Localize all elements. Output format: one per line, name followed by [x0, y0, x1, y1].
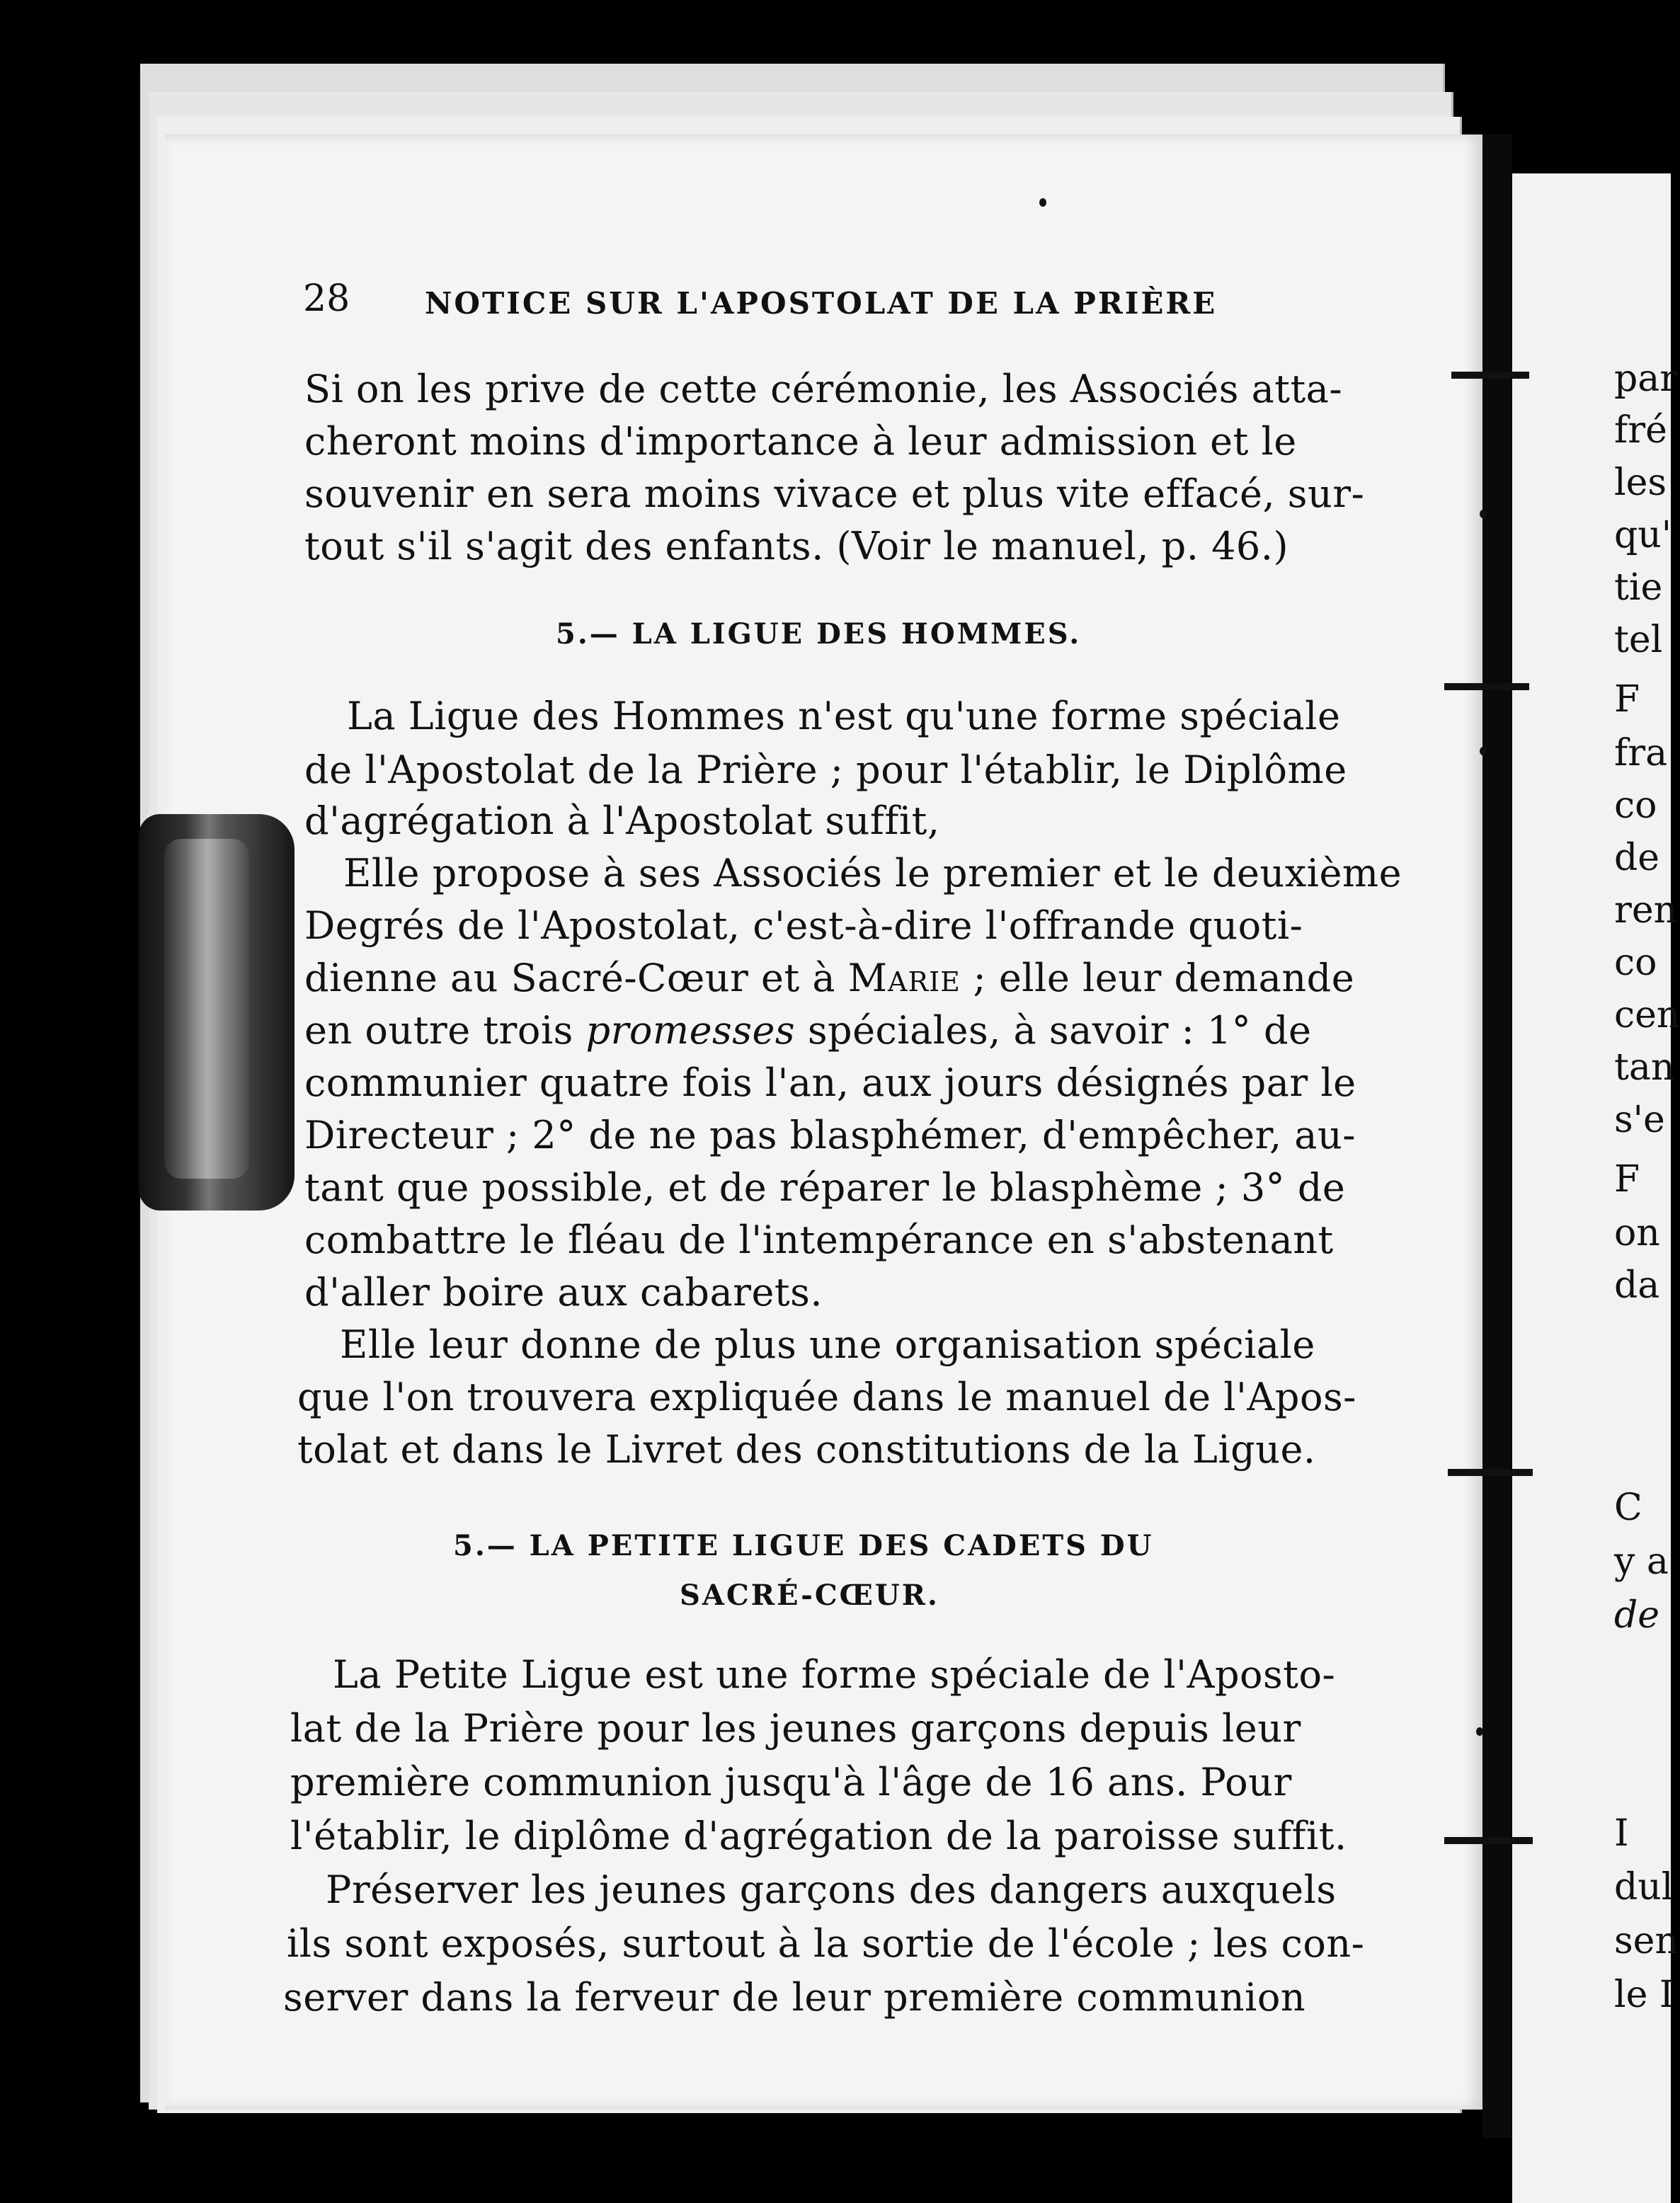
- text-line: d'aller boire aux cabarets.: [304, 1270, 823, 1315]
- text-line: Si on les prive de cette cérémonie, les Associés atta-: [304, 367, 1343, 411]
- binding-stitch: [1448, 1469, 1533, 1476]
- text-line: tout s'il s'agit des enfants. (Voir le manuel, p. 46.): [304, 524, 1289, 568]
- section-heading: 5.— LA LIGUE DES HOMMES.: [556, 617, 1082, 651]
- text-run-italic: promesses: [585, 1008, 796, 1053]
- text-line: lat de la Prière pour les jeunes garçons depuis leur: [290, 1706, 1301, 1751]
- text-line: Elle propose à ses Associés le premier et le deuxième: [343, 851, 1402, 895]
- right-page-fragment: tie: [1614, 566, 1663, 609]
- right-page-fragment: sen: [1614, 1920, 1679, 1962]
- text-line: Elle leur donne de plus une organisation spéciale: [340, 1322, 1315, 1367]
- right-page-fragment: s'e: [1614, 1099, 1665, 1141]
- text-run: en outre trois: [304, 1008, 586, 1053]
- right-page-fragment: y a: [1614, 1540, 1669, 1583]
- text-line: cheront moins d'importance à leur admission et le: [304, 419, 1297, 464]
- running-head: NOTICE SUR L'APOSTOLAT DE LA PRIÈRE: [425, 286, 1218, 321]
- text-line: [304, 1008, 1311, 1053]
- right-page-fragment: F: [1614, 678, 1640, 721]
- text-line: combattre le fléau de l'intempérance en s'abstenant: [304, 1218, 1334, 1262]
- right-page-fragment: C: [1614, 1487, 1642, 1529]
- binding-stitch: [1451, 372, 1529, 379]
- right-page-fragment: tan: [1614, 1046, 1675, 1089]
- speck: [1480, 510, 1487, 518]
- speck: [1476, 1727, 1483, 1736]
- text-line: que l'on trouvera expliquée dans le manuel de l'Apos-: [297, 1375, 1356, 1419]
- text-line: souvenir en sera moins vivace et plus vite effacé, sur-: [304, 471, 1365, 516]
- section-heading: SACRÉ-CŒUR.: [680, 1579, 939, 1612]
- text-line: Directeur ; 2° de ne pas blasphémer, d'empêcher, au-: [304, 1113, 1356, 1157]
- text-run: spéciales, à savoir : 1° de: [795, 1008, 1312, 1053]
- text-line: d'agrégation à l'Apostolat suffit,: [304, 799, 940, 843]
- right-page-fragment: fré: [1614, 409, 1667, 452]
- text-line: La Petite Ligue est une forme spéciale de l'Aposto-: [333, 1652, 1336, 1697]
- right-page-fragment: le I: [1614, 1974, 1674, 2016]
- text-line: ils sont exposés, surtout à la sortie de l'école ; les con-: [287, 1921, 1365, 1966]
- text-line: server dans la ferveur de leur première communion: [283, 1975, 1306, 2020]
- right-page-fragment: I: [1614, 1812, 1629, 1855]
- right-page-fragment: co: [1614, 942, 1657, 984]
- text-line: La Ligue des Hommes n'est qu'une forme spéciale: [347, 694, 1341, 738]
- right-page-fragment: da: [1614, 1264, 1660, 1307]
- text-run-smallcaps: Marie: [847, 956, 961, 1000]
- right-page-fragment: de: [1614, 837, 1660, 879]
- right-page-fragment: co: [1614, 784, 1657, 827]
- text-line: communier quatre fois l'an, aux jours désignés par le: [304, 1060, 1356, 1105]
- right-page-fragment: F: [1614, 1158, 1640, 1201]
- right-page-fragment: de: [1614, 1594, 1660, 1637]
- binding-stitch: [1444, 683, 1529, 690]
- text-run: ; elle leur demande: [960, 956, 1355, 1000]
- text-line: tant que possible, et de réparer le blasphème ; 3° de: [304, 1165, 1346, 1210]
- right-page-fragment: tel: [1614, 619, 1663, 661]
- right-page-fragment: fra: [1614, 732, 1668, 774]
- text-line: [304, 956, 1354, 1000]
- text-line: de l'Apostolat de la Prière ; pour l'établir, le Diplôme: [304, 748, 1347, 792]
- right-page-fragment: ren: [1614, 889, 1678, 932]
- text-line: l'établir, le diplôme d'agrégation de la paroisse suffit.: [290, 1814, 1347, 1858]
- right-page-fragment: qu': [1614, 514, 1672, 556]
- text-line: première communion jusqu'à l'âge de 16 ans. Pour: [290, 1760, 1292, 1804]
- right-page-fragment: on: [1614, 1212, 1660, 1254]
- page-clip-highlight: [164, 839, 249, 1179]
- right-page-fragment: les: [1614, 462, 1667, 504]
- speck: [1039, 198, 1046, 207]
- page-number: 28: [303, 277, 350, 320]
- text-line: Préserver les jeunes garçons des dangers auxquels: [326, 1867, 1337, 1912]
- binding-stitch: [1444, 1837, 1533, 1844]
- right-page-fragment: cen: [1614, 994, 1680, 1036]
- right-page-fragment: par: [1614, 357, 1678, 400]
- text-line: Degrés de l'Apostolat, c'est-à-dire l'offrande quoti-: [304, 903, 1303, 948]
- right-page-fragment: dul: [1614, 1866, 1674, 1909]
- text-line: tolat et dans le Livret des constitutions de la Ligue.: [297, 1427, 1316, 1472]
- speck: [1480, 747, 1487, 755]
- section-heading: 5.— LA PETITE LIGUE DES CADETS DU: [453, 1529, 1154, 1562]
- text-run: dienne au Sacré-Cœur et à: [304, 956, 848, 1000]
